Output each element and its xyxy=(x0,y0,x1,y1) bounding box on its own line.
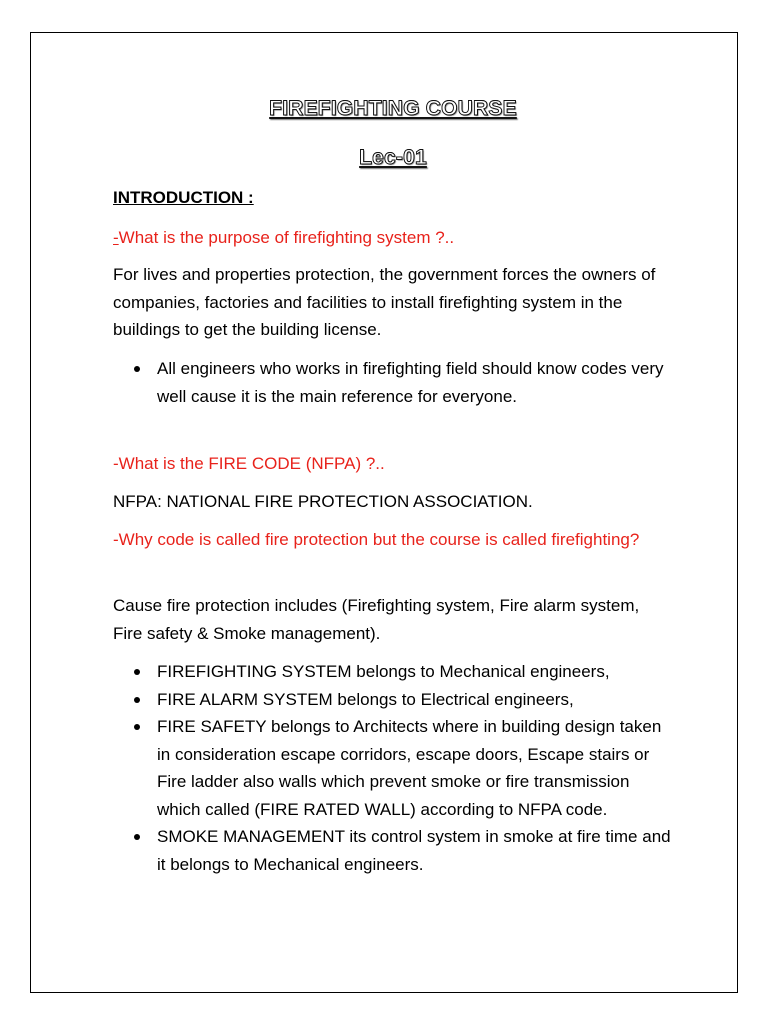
question-purpose-text: What is the purpose of firefighting system ?.. xyxy=(118,228,455,247)
course-title: FIREFIGHTING COURSE xyxy=(269,97,517,120)
lecture-label: Lec-01 xyxy=(359,146,427,169)
bullet-list-disciplines xyxy=(113,658,673,878)
list-item-text: FIRE ALARM SYSTEM belongs to Electrical engineers, xyxy=(157,689,574,709)
question-why-code: -Why code is called fire protection but the course is called firefighting? xyxy=(113,530,640,549)
paragraph-purpose: For lives and properties protection, the government forces the owners of companies, factories and facilities to install firefighting system in the buildings to get the building license. xyxy=(113,265,656,339)
list-item-text: FIREFIGHTING SYSTEM belongs to Mechanical engineers, xyxy=(157,662,610,681)
question-purpose xyxy=(113,224,673,252)
bullet-dot-icon xyxy=(134,366,140,372)
list-item-text: FIRE SAFETY belongs to Architects where in building design taken in consideration escape corridors, escape doors, Escape stairs or Fire ladder also walls which prevent smoke or fire transmission which called (FIRE RATED WALL) according to NFPA code. xyxy=(157,717,662,819)
list-item xyxy=(113,713,673,823)
section-heading: INTRODUCTION : xyxy=(113,188,254,207)
list-item xyxy=(113,823,673,878)
question-dash: - xyxy=(113,228,119,247)
list-item-text: All engineers who works in firefighting field should know codes very well cause it is the main reference for everyone. xyxy=(157,359,664,406)
list-item xyxy=(113,658,673,686)
bullet-dot-icon xyxy=(134,669,140,675)
question-fire-code: -What is the FIRE CODE (NFPA) ?.. xyxy=(113,454,385,473)
paragraph-fire-protection: Cause fire protection includes (Firefighting system, Fire alarm system, Fire safety & Smoke management). xyxy=(113,596,640,643)
list-item-text: SMOKE MANAGEMENT its control system in smoke at fire time and it belongs to Mechanical engineers. xyxy=(157,827,671,874)
bullet-dot-icon xyxy=(134,724,140,730)
bullet-dot-icon xyxy=(134,697,140,703)
bullet-list-engineers xyxy=(113,355,673,410)
bullet-dot-icon xyxy=(134,834,140,840)
list-item xyxy=(113,355,673,410)
paragraph-nfpa: NFPA: NATIONAL FIRE PROTECTION ASSOCIATION. xyxy=(113,492,533,511)
document-page xyxy=(30,32,738,993)
list-item xyxy=(113,686,673,714)
